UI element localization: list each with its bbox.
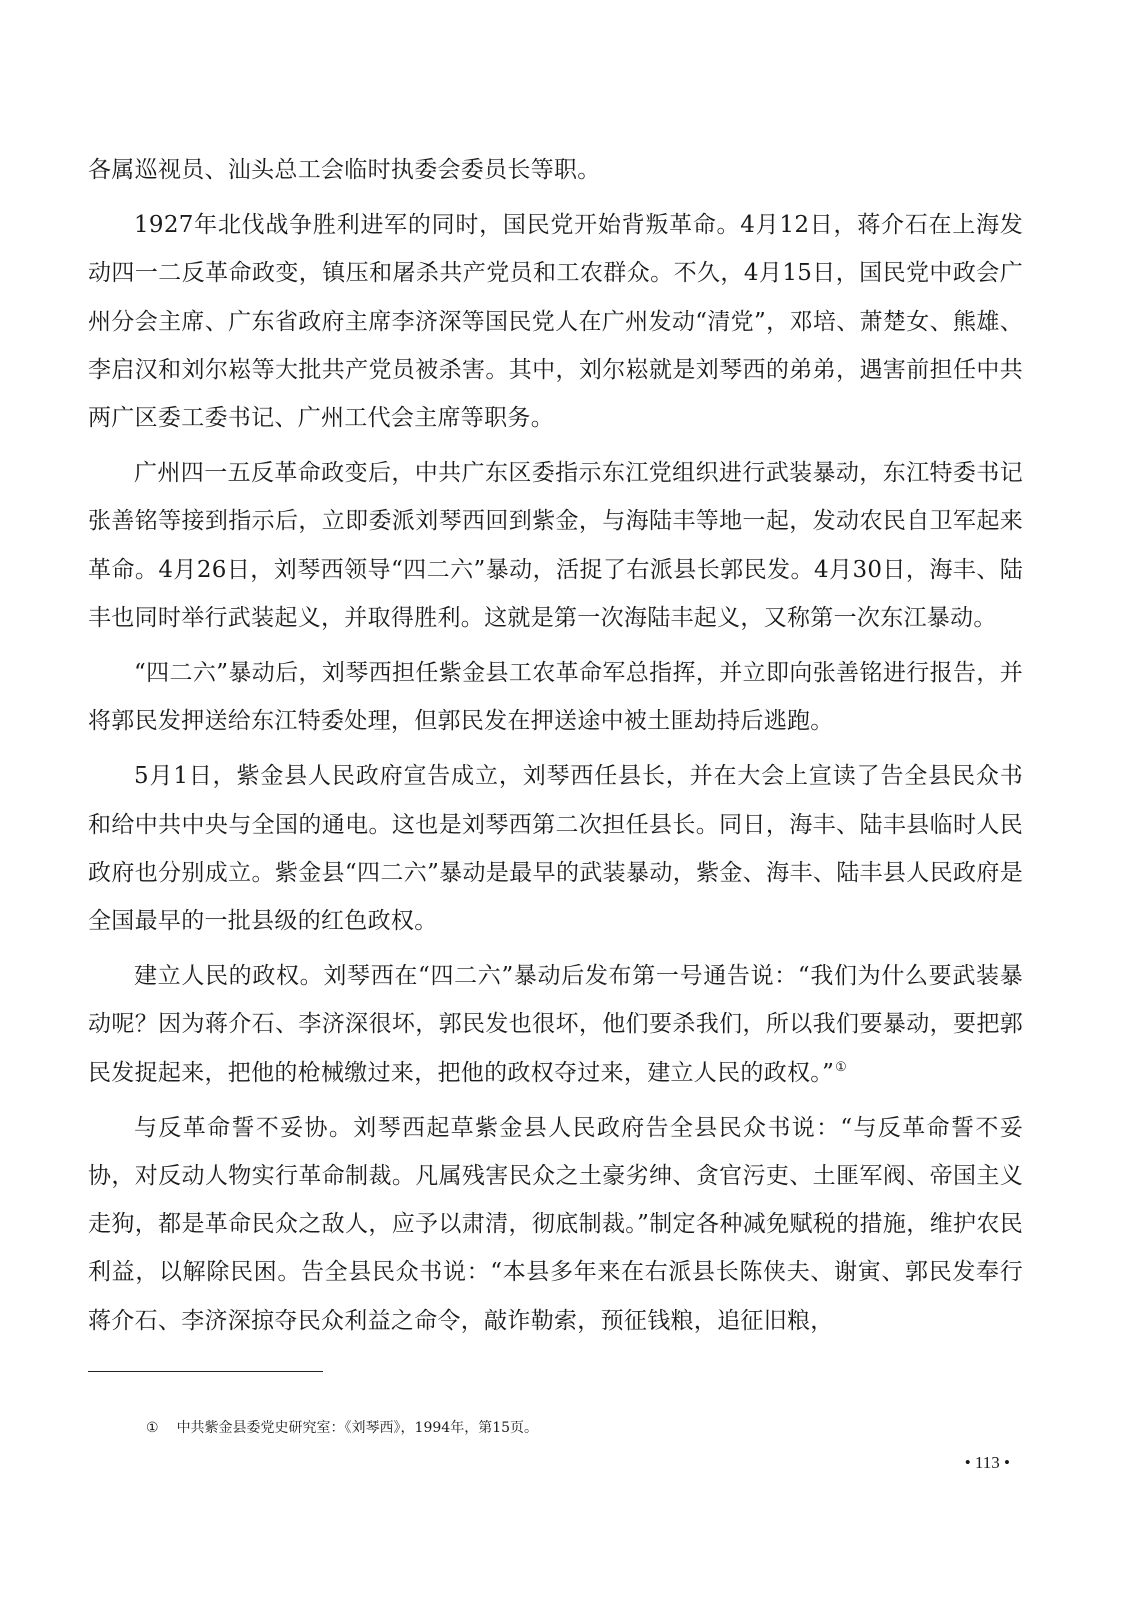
paragraph-2 [88,201,1023,442]
footnote [146,1418,538,1438]
paragraph-1 [88,146,1023,194]
paragraph-5 [88,752,1023,945]
footnote-reference[interactable]: ① [835,1060,848,1075]
paragraph-5-text: 5月1日，紫金县人民政府宣告成立，刘琴西任县长，并在大会上宣读了告全县民众书和给中共中央与全国的通电。这也是刘琴西第二次担任县长。同日，海丰、陆丰县临时人民政府也分别成立。紫金县“四二六”暴动是最早的武装暴动，紫金、海丰、陆丰县人民政府是全国最早的一批县级的红色政权。 [88,763,1023,935]
paragraph-4 [88,649,1023,745]
paragraph-3 [88,449,1023,642]
paragraph-4-text: “四二六”暴动后，刘琴西担任紫金县工农革命军总指挥，并立即向张善铭进行报告，并将郭民发押送给东江特委处理，但郭民发在押送途中被土匪劫持后逃跑。 [88,660,1023,735]
page-number: • 113 • [964,1453,1010,1472]
paragraph-2-text: 1927年北伐战争胜利进军的同时，国民党开始背叛革命。4月12日，蒋介石在上海发动四一二反革命政变，镇压和屠杀共产党员和工农群众。不久，4月15日，国民党中政会广州分会主席、广东省政府主席李济深等国民党人在广州发动“清党”，邓培、萧楚女、熊雄、李启汉和刘尔崧等大批共产党员被杀害。其中，刘尔崧就是刘琴西的弟弟，遇害前担任中共两广区委工委书记、广州工代会主席等职务。 [88,212,1023,432]
paragraph-6-text: 建立人民的政权。刘琴西在“四二六”暴动后发布第一号通告说：“我们为什么要武装暴动呢？因为蒋介石、李济深很坏，郭民发也很坏，他们要杀我们，所以我们要暴动，要把郭民发捉起来，把他的枪械缴过来，把他的政权夺过来，建立人民的政权。” [88,963,1023,1086]
footnote-number: ① [146,1420,159,1436]
paragraph-7-text: 与反革命誓不妥协。刘琴西起草紫金县人民政府告全县民众书说：“与反革命誓不妥协，对反动人物实行革命制裁。凡属残害民众之土豪劣绅、贪官污吏、土匪军阀、帝国主义走狗，都是革命民众之敌人，应予以肃清，彻底制裁。”制定各种减免赋税的措施，维护农民利益，以解除民困。告全县民众书说：“本县多年来在右派县长陈侠夫、谢寅、郭民发奉行蒋介石、李济深掠夺民众利益之命令，敲诈勒索，预征钱粮，追征旧粮， [88,1114,1023,1334]
paragraph-1-text: 各属巡视员、汕头总工会临时执委会委员长等职。 [88,157,601,183]
paragraph-6 [88,952,1023,1097]
footnote-text: 中共紫金县委党史研究室：《刘琴西》，1994年，第15页。 [176,1420,539,1436]
footnote-divider [88,1371,323,1372]
body-text [88,146,1023,1352]
paragraph-3-text: 广州四一五反革命政变后，中共广东区委指示东江党组织进行武装暴动，东江特委书记张善铭等接到指示后，立即委派刘琴西回到紫金，与海陆丰等地一起，发动农民自卫军起来革命。4月26日，刘琴西领导“四二六”暴动，活捉了右派县长郭民发。4月30日，海丰、陆丰也同时举行武装起义，并取得胜利。这就是第一次海陆丰起义，又称第一次东江暴动。 [88,460,1023,631]
paragraph-7 [88,1104,1023,1345]
